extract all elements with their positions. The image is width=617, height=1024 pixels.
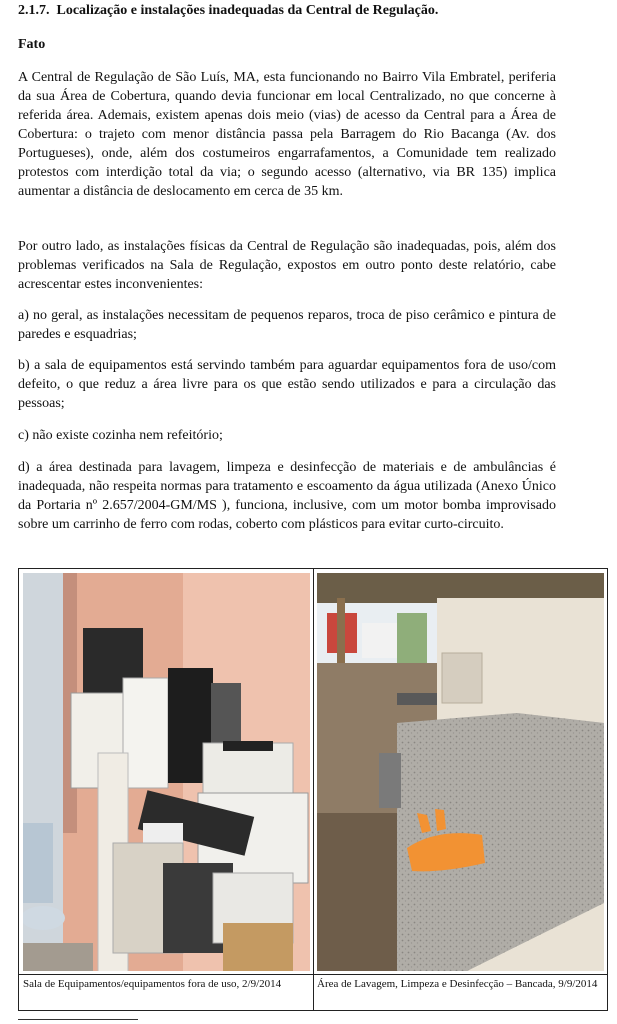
section-heading xyxy=(18,2,438,20)
paragraph-location: A Central de Regulação de São Luís, MA, esta funcionando no Bairro Vila Embratel, periferia da sua Área de Cobertura, quando devia funcionar em local Centralizado, no que concerne à referida área. Ademais, existem apenas dois meio (vias) de acesso da Central para a Área de Cobertura: o trajeto com menor distância passa pela Barragem do Rio Bacanga (Av. dos Portugueses), onde, além dos costumeiros engarrafamentos, a Comunidade tem realizado protestos com interdição total da via; o segundo acesso (alternativo, via BR 135) implica aumentar a distância de deslocamento em cerca de 35 km. xyxy=(18,70,556,199)
photo-table xyxy=(18,568,608,1011)
list-item-a: a) no geral, as instalações necessitam de pequenos reparos, troca de piso cerâmico e pintura de paredes e esquadrias; xyxy=(18,308,556,342)
caption-washing-area: Área de Lavagem, Limpeza e Desinfecção – Bancada, 9/9/2014 xyxy=(317,978,598,990)
section-number: 2.1.7. xyxy=(18,3,50,18)
equipment-room-illustration xyxy=(23,573,310,971)
caption-equipment-room: Sala de Equipamentos/equipamentos fora de uso, 2/9/2014 xyxy=(23,978,282,990)
section-title: Localização e instalações inadequadas da Central de Regulação. xyxy=(56,3,439,18)
paragraph-installations: Por outro lado, as instalações físicas da Central de Regulação são inadequadas, pois, além dos problemas verificados na Sala de Regulação, expostos em outro ponto deste relatório, cabe acrescentar estes inconvenientes: xyxy=(18,239,556,292)
list-item-c: c) não existe cozinha nem refeitório; xyxy=(18,428,223,443)
subheading-fato: Fato xyxy=(18,37,46,52)
washing-area-illustration xyxy=(317,573,604,971)
list-item-d: d) a área destinada para lavagem, limpeza e desinfecção de materiais e de ambulâncias é inadequada, não respeita normas para tratamento e escoamento da água utilizada (Anexo Único da Portaria nº 2.657/2004-GM/MS ), funciona, inclusive, com um motor bomba improvisado sobre um carrinho de ferro com rodas, coberto com plásticos para evitar curto-circuito. xyxy=(18,460,556,532)
table-divider xyxy=(313,569,314,1010)
footnote-rule xyxy=(18,1019,138,1020)
photo-washing-area xyxy=(317,573,604,971)
photo-equipment-room xyxy=(23,573,310,971)
caption-rule xyxy=(19,974,607,975)
list-item-b: b) a sala de equipamentos está servindo também para aguardar equipamentos fora de uso/com defeito, o que reduz a área livre para os que estão sendo utilizados e para a circulação das pessoas; xyxy=(18,358,556,411)
